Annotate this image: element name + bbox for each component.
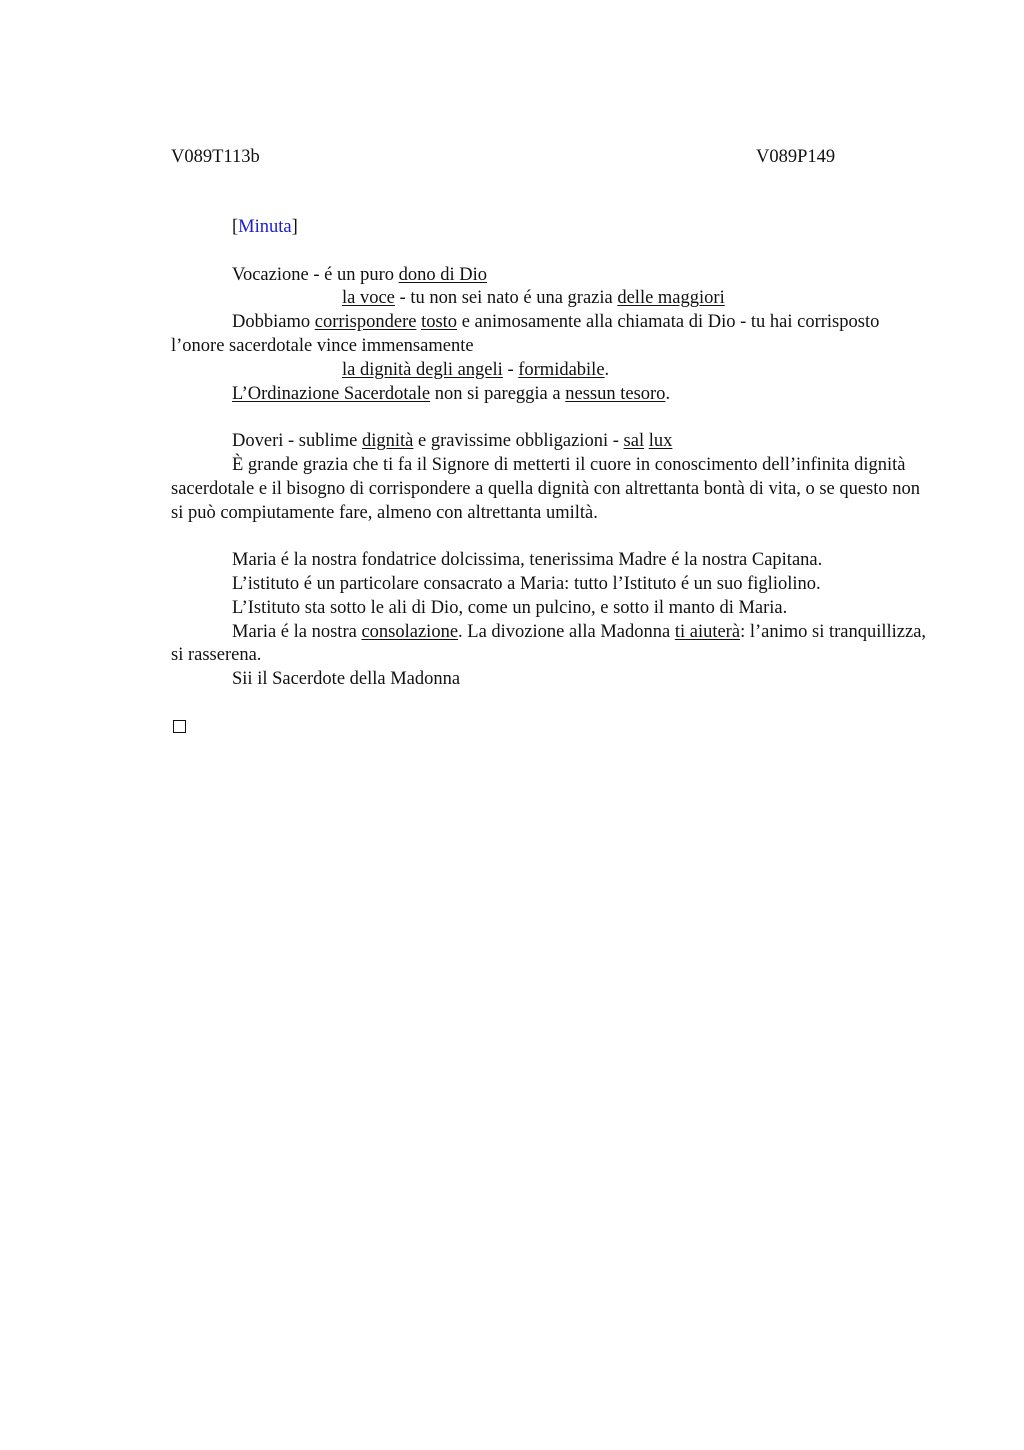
spacer [171,240,931,264]
spacer [171,406,931,430]
minuta-link: Minuta [238,217,292,237]
priest-line: Sii il Sacerdote della Madonna [232,669,461,690]
document-code-right: V089P149 [756,147,836,167]
duties-line: Doveri - sublime dignità e gravissime obbligazioni - sal lux [232,431,673,452]
document-code-left: V089T113b [171,147,260,167]
grace-paragraph: È grande grazia che ti fa il Signore di metterti il cuore in conoscimento dell’infinita dignità sacerdotale e il bisogno di corrispondere a quella dignità con altrettanta bontà di vita, o se questo non si può compiutamente fare, almeno con altrettanta umiltà. [171,454,921,523]
maria-founder-line: Maria é la nostra fondatrice dolcissima, tenerissima Madre é la nostra Capitana. [232,550,823,571]
document-body [171,216,931,692]
checkbox-square-icon [173,720,186,733]
angels-line: la dignità degli angeli - formidabile. [342,359,610,380]
institute-wings-line: L’Istituto sta sotto le ali di Dio, come un pulcino, e sotto il manto di Maria. [232,597,788,618]
voice-line: la voce - tu non sei nato é una grazia delle maggiori [342,288,725,309]
correspond-paragraph: Dobbiamo corrispondere tosto e animosamente alla chiamata di Dio - tu hai corrisposto l’onore sacerdotale vince immensamente [171,312,880,356]
vocation-line: Vocazione - é un puro dono di Dio [232,264,488,285]
consolation-paragraph: Maria é la nostra consolazione. La divozione alla Madonna ti aiuterà: l’animo si tranquillizza, si rasserena. [171,621,927,666]
spacer [171,525,931,549]
ordination-line: L’Ordinazione Sacerdotale non si pareggia a nessun tesoro. [232,383,671,404]
minuta-label: [Minuta] [232,217,298,237]
institute-consecrated-line: L’istituto é un particolare consacrato a Maria: tutto l’Istituto é un suo figliolino. [232,573,821,594]
